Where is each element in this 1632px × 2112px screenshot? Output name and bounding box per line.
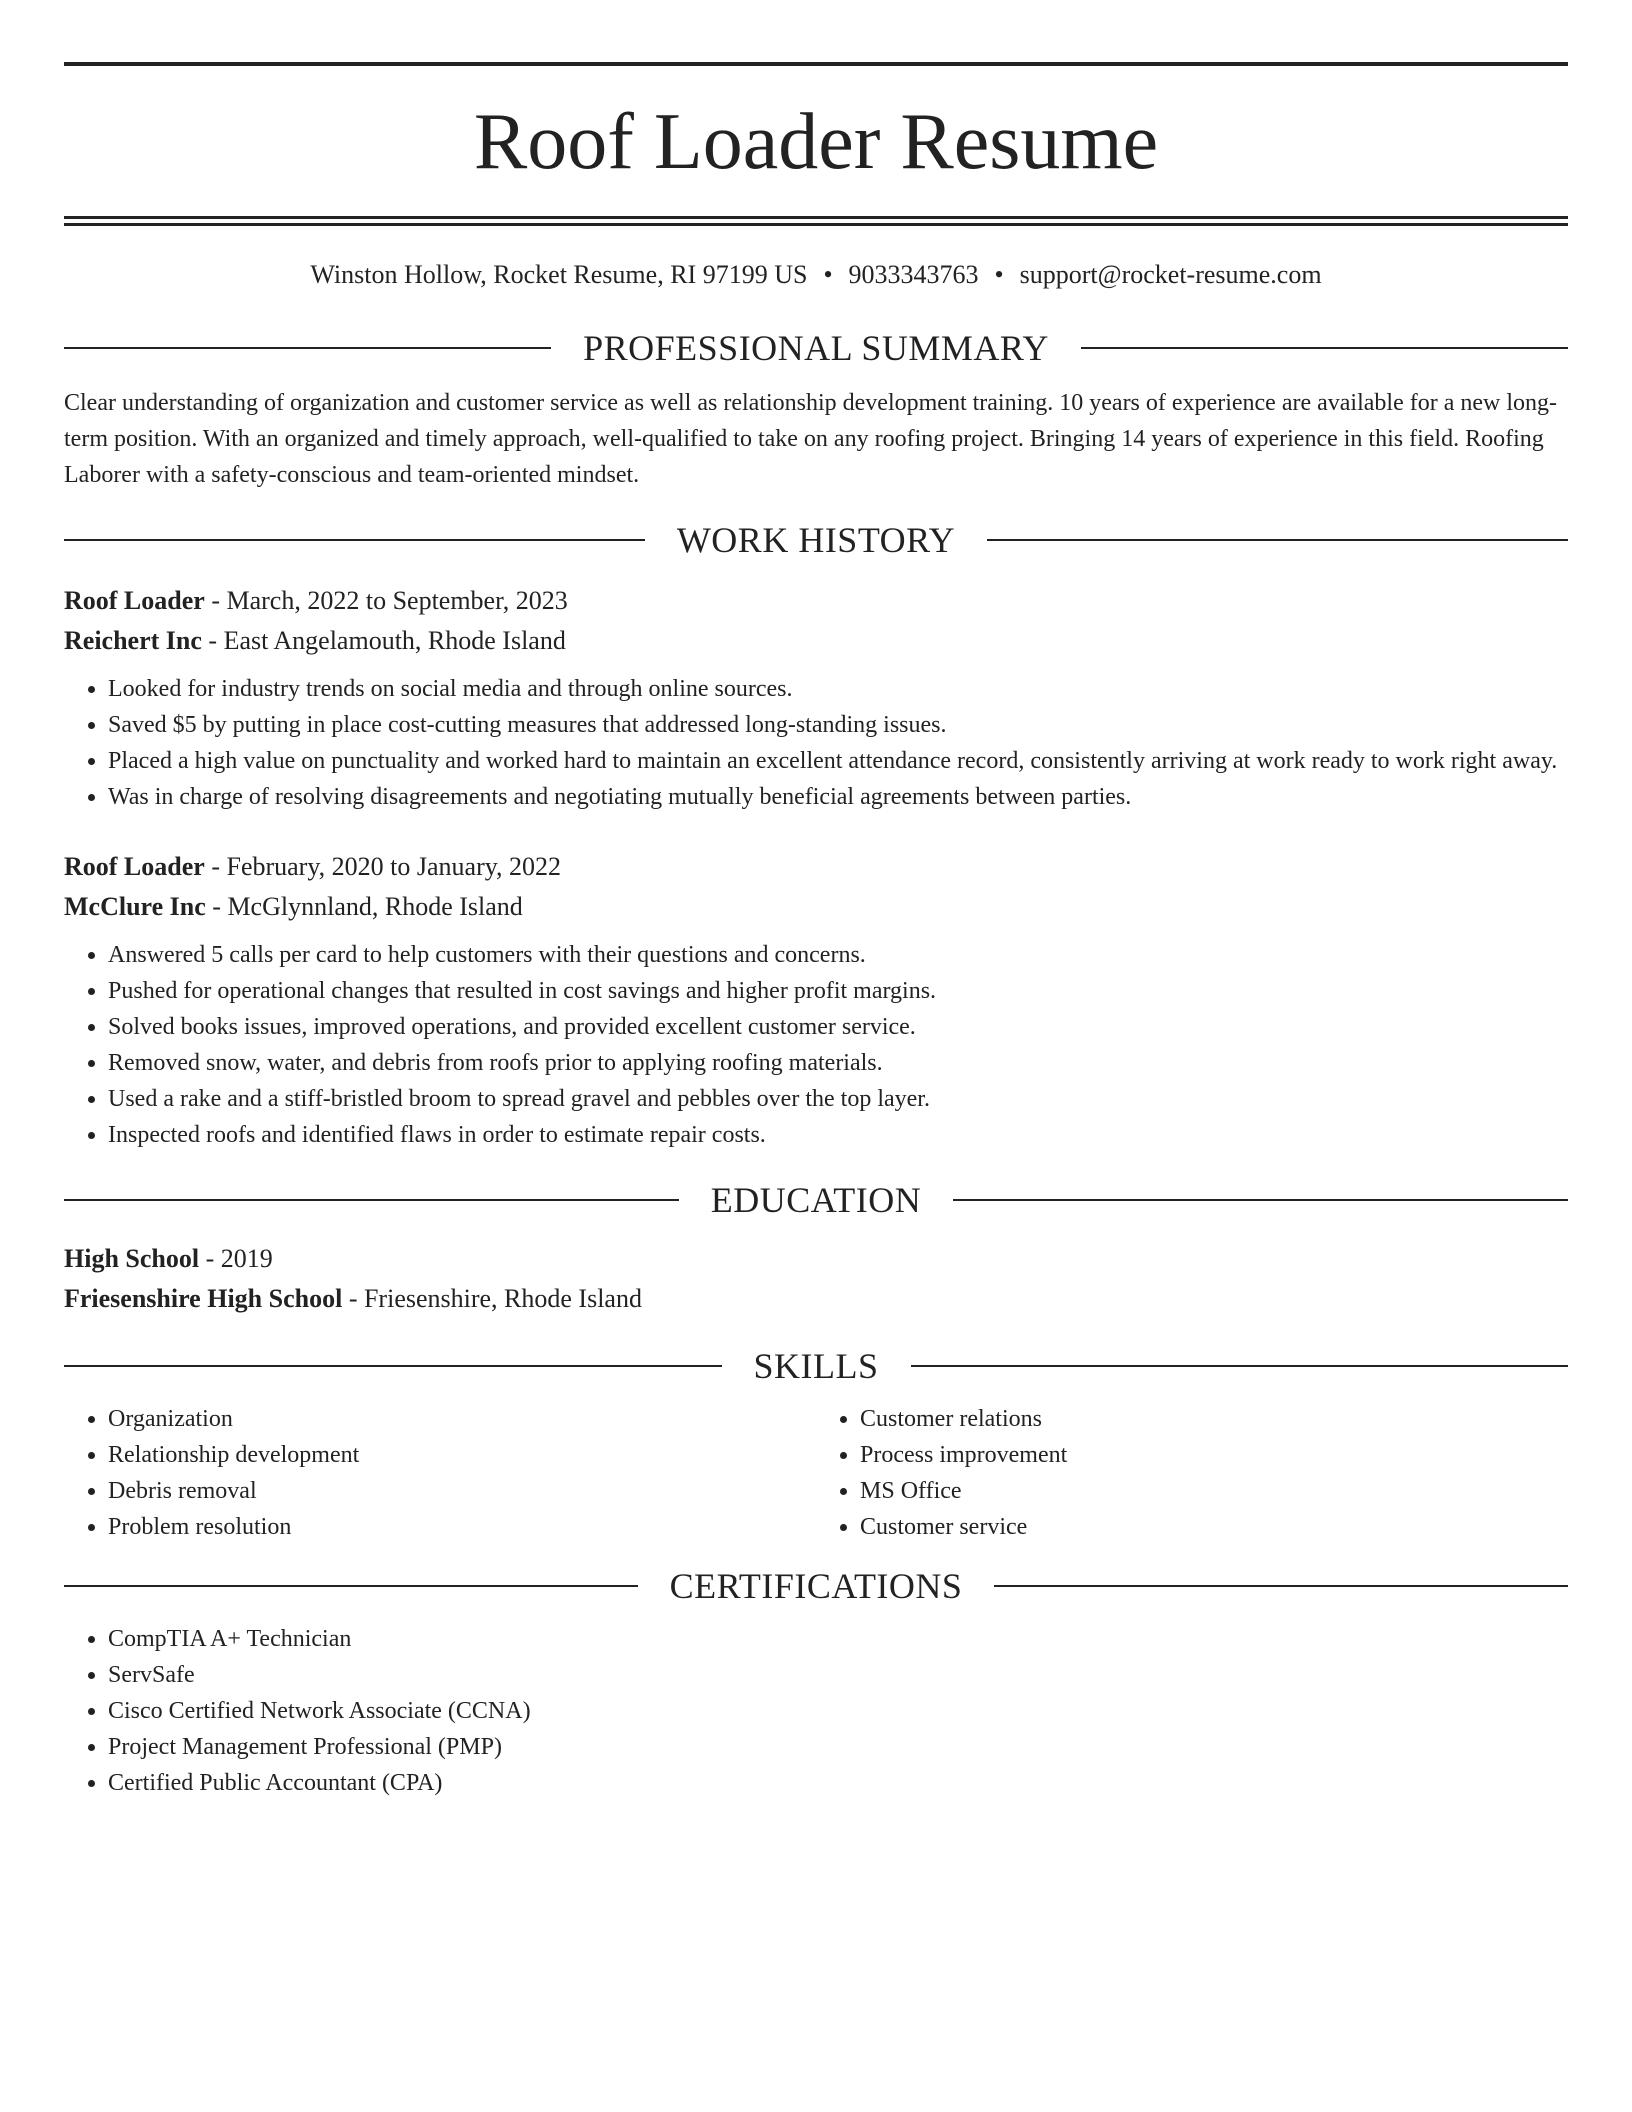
summary-heading: PROFESSIONAL SUMMARY — [583, 328, 1049, 368]
contact-separator: • — [823, 260, 833, 289]
header-rule-right — [994, 1585, 1568, 1587]
list-item: • Debris removal — [108, 1473, 816, 1509]
header-rule-left — [64, 1585, 638, 1587]
job-company: Reichert Inc — [64, 626, 202, 655]
skills-columns — [64, 1401, 1568, 1545]
work-section-header — [64, 517, 1568, 563]
header-rule-right — [1081, 347, 1568, 349]
job-location: - East Angelamouth, Rhode Island — [201, 626, 566, 655]
skills-list-left — [64, 1401, 816, 1545]
education-location: - Friesenshire, Rhode Island — [342, 1284, 642, 1313]
resume-title: Roof Loader Resume — [473, 98, 1159, 186]
job-company-line — [64, 621, 1568, 661]
education-degree-line — [64, 1239, 1568, 1279]
header-rule-left — [64, 1365, 722, 1367]
top-rule — [64, 62, 1568, 66]
job-dates: - March, 2022 to September, 2023 — [204, 586, 568, 615]
list-item: • Saved $5 by putting in place cost-cutting measures that addressed long-standing issues. — [108, 707, 1568, 743]
education-heading: EDUCATION — [710, 1180, 922, 1220]
title-double-rule — [64, 216, 1568, 226]
list-item: • Cisco Certified Network Associate (CCNA) — [108, 1693, 1568, 1729]
list-item: • Removed snow, water, and debris from roofs prior to applying roofing materials. — [108, 1045, 1568, 1081]
contact-address: Winston Hollow, Rocket Resume, RI 97199 US — [310, 260, 808, 289]
skills-list-right — [816, 1401, 1568, 1545]
list-item: • Answered 5 calls per card to help customers with their questions and concerns. — [108, 937, 1568, 973]
list-item: • CompTIA A+ Technician — [108, 1621, 1568, 1657]
list-item: • Solved books issues, improved operations, and provided excellent customer service. — [108, 1009, 1568, 1045]
job-company-line — [64, 887, 1568, 927]
job-company: McClure Inc — [64, 892, 206, 921]
education-year: - 2019 — [199, 1244, 273, 1273]
list-item: • Inspected roofs and identified flaws in order to estimate repair costs. — [108, 1117, 1568, 1153]
skills-heading: SKILLS — [753, 1346, 879, 1386]
job-title-line — [64, 581, 1568, 621]
certifications-section-header — [64, 1563, 1568, 1609]
list-item: • Placed a high value on punctuality and worked hard to maintain an excellent attendance record, consistently arriving at work ready to work right away. — [108, 743, 1568, 779]
list-item: • Customer relations — [860, 1401, 1568, 1437]
list-item: • Was in charge of resolving disagreements and negotiating mutually beneficial agreements between parties. — [108, 779, 1568, 815]
header-rule-left — [64, 539, 645, 541]
skills-section-header — [64, 1343, 1568, 1389]
contact-separator: • — [994, 260, 1004, 289]
certifications-list — [64, 1621, 1568, 1801]
certifications-block — [64, 1621, 1568, 1801]
education-school-line — [64, 1279, 1568, 1319]
job-dates: - February, 2020 to January, 2022 — [204, 852, 562, 881]
certifications-heading: CERTIFICATIONS — [669, 1566, 963, 1606]
list-item: • Pushed for operational changes that resulted in cost savings and higher profit margins. — [108, 973, 1568, 1009]
list-item: • MS Office — [860, 1473, 1568, 1509]
job-bullets — [64, 671, 1568, 815]
list-item: • Organization — [108, 1401, 816, 1437]
education-entry — [64, 1239, 1568, 1319]
list-item: • Used a rake and a stiff-bristled broom to spread gravel and pebbles over the top layer. — [108, 1081, 1568, 1117]
list-item: • Project Management Professional (PMP) — [108, 1729, 1568, 1765]
job-entry — [64, 847, 1568, 1153]
list-item: • Customer service — [860, 1509, 1568, 1545]
job-title: Roof Loader — [64, 852, 205, 881]
summary-text: Clear understanding of organization and customer service as well as relationship development training. 10 years of experience are available for a new long-term position. With an organized and timely approach, well-qualified to take on any roofing project. Bringing 14 years of experience in this field. Roofing Laborer with a safety-conscious and team-oriented mindset. — [64, 390, 1558, 488]
list-item: • Looked for industry trends on social media and through online sources. — [108, 671, 1568, 707]
list-item: • Process improvement — [860, 1437, 1568, 1473]
job-entry — [64, 581, 1568, 815]
contact-phone: 9033343763 — [848, 260, 979, 289]
summary-section-header — [64, 325, 1568, 371]
header-rule-right — [953, 1199, 1568, 1201]
job-title-line — [64, 847, 1568, 887]
list-item: • ServSafe — [108, 1657, 1568, 1693]
header-rule-right — [911, 1365, 1569, 1367]
list-item: • Problem resolution — [108, 1509, 816, 1545]
list-item: • Certified Public Accountant (CPA) — [108, 1765, 1568, 1801]
job-location: - McGlynnland, Rhode Island — [205, 892, 523, 921]
education-degree: High School — [64, 1244, 200, 1273]
header-rule-left — [64, 1199, 679, 1201]
header-rule-left — [64, 347, 551, 349]
work-heading: WORK HISTORY — [676, 520, 956, 560]
education-section-header — [64, 1177, 1568, 1223]
contact-email: support@rocket-resume.com — [1019, 260, 1322, 289]
job-title: Roof Loader — [64, 586, 205, 615]
contact-line — [64, 259, 1568, 291]
list-item: • Relationship development — [108, 1437, 816, 1473]
header-rule-right — [987, 539, 1568, 541]
job-bullets — [64, 937, 1568, 1153]
education-school: Friesenshire High School — [64, 1284, 343, 1313]
